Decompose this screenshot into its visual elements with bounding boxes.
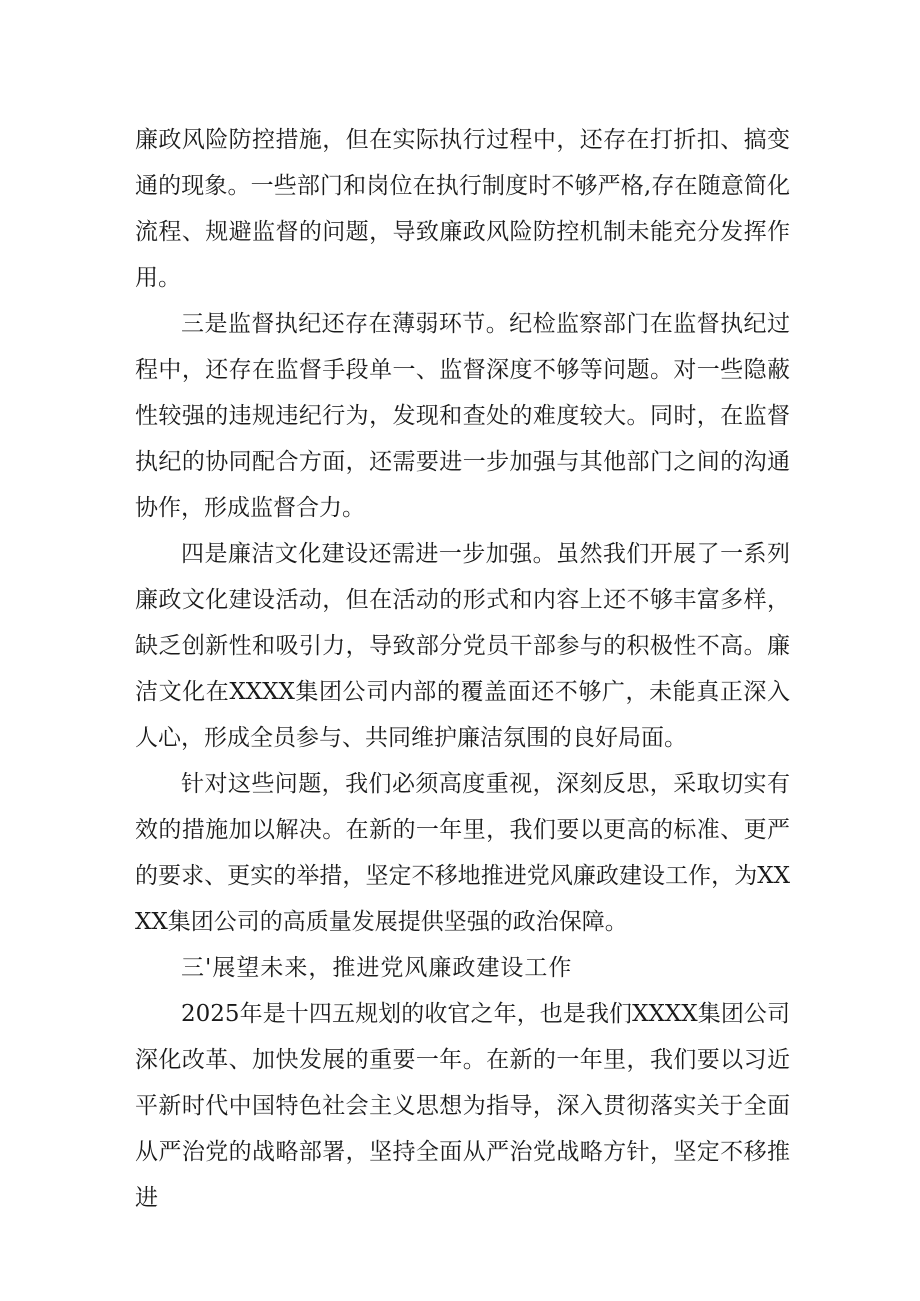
paragraph-continuation: 廉政风险防控措施，但在实际执行过程中，还存在打折扣、搞变通的现象。一些部门和岗位在执行制度时不够严格,存在随意简化流程、规避监督的问题，导致廉政风险防控机制未能充分发挥作用。 — [135, 127, 790, 291]
paragraph-supervision: 三是监督执纪还存在薄弱环节。纪检监察部门在监督执纪过程中，还存在监督手段单一、监督深度不够等问题。对一些隐蔽性较强的违规违纪行为，发现和查处的难度较大。同时，在监督执纪的协同配合方面，还需要进一步加强与其他部门之间的沟通协作，形成监督合力。 — [135, 311, 790, 521]
paragraph-culture: 四是廉洁文化建设还需进一步加强。虽然我们开展了一系列廉政文化建设活动，但在活动的形式和内容上还不够丰富多样，缺乏创新性和吸引力，导致部分党员干部参与的积极性不高。廉洁文化在XXXX集团公司内部的覆盖面还不够广，未能真正深入人心，形成全员参与、共同维护廉洁氛围的良好局面。 — [135, 541, 790, 751]
section-heading: 三'展望未来，推进党风廉政建设工作 — [181, 955, 573, 981]
paragraph-response: 针对这些问题，我们必须高度重视，深刻反思，采取切实有效的措施加以解决。在新的一年里，我们要以更高的标准、更严的要求、更实的举措，坚定不移地推进党风廉政建设工作，为XXXX集团公司的高质量发展提供坚强的政治保障。 — [135, 771, 790, 935]
document-body — [135, 117, 790, 1221]
paragraph-outlook: 2025年是十四五规划的收官之年，也是我们XXXX集团公司深化改革、加快发展的重要一年。在新的一年里，我们要以习近平新时代中国特色社会主义思想为指导，深入贯彻落实关于全面从严治党的战略部署，坚持全面从严治党战略方针，坚定不移推进 — [135, 1001, 790, 1211]
